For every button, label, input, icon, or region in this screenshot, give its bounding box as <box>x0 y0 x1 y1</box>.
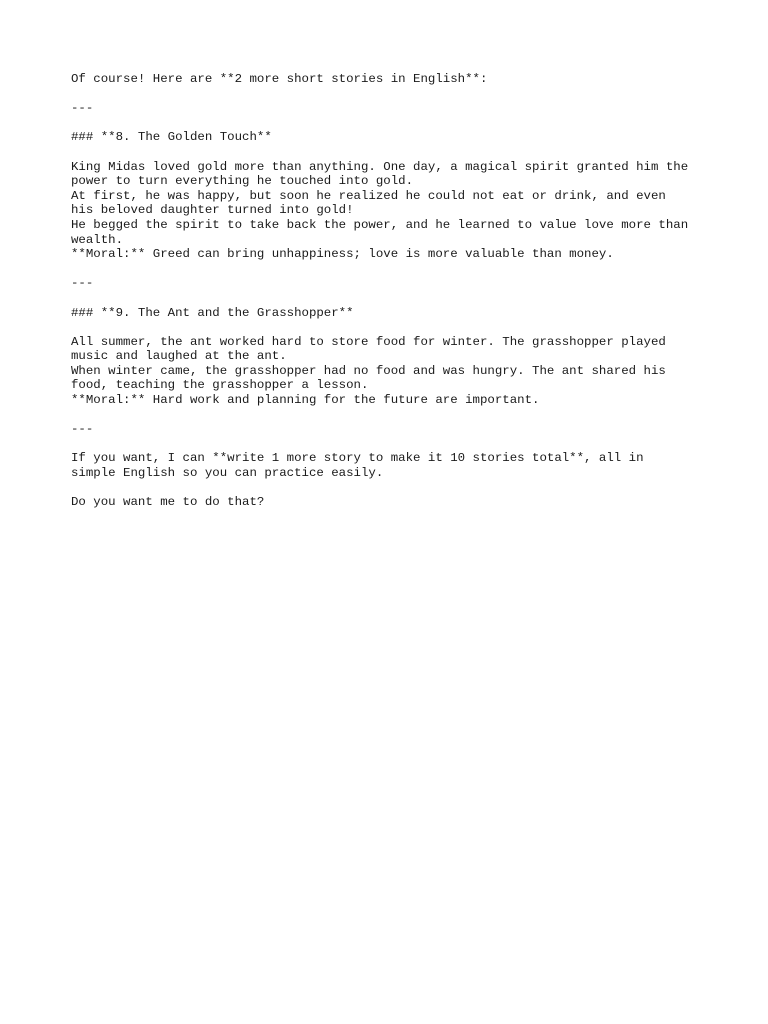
story-8-line: He begged the spirit to take back the power, and he learned to value love more than <box>71 217 689 232</box>
spacer <box>71 408 711 423</box>
story-8-moral: **Moral:** Greed can bring unhappiness; love is more valuable than money. <box>71 247 614 262</box>
intro-text: Of course! Here are **2 more short stories in English**: <box>71 72 488 86</box>
spacer <box>71 145 711 160</box>
spacer <box>71 481 711 496</box>
spacer <box>71 320 711 335</box>
separator: --- <box>71 422 94 437</box>
story-9-moral: **Moral:** Hard work and planning for the future are important. <box>71 393 540 408</box>
spacer <box>71 291 711 306</box>
offer-line: If you want, I can **write 1 more story to make it 10 stories total**, all in <box>71 451 644 466</box>
spacer <box>71 87 711 102</box>
story-8-line: wealth. <box>71 232 124 247</box>
separator: --- <box>71 101 94 116</box>
story-8-line: his beloved daughter turned into gold! <box>71 203 354 218</box>
story-9-heading: ### **9. The Ant and the Grasshopper** <box>71 305 354 320</box>
story-8-heading: ### **8. The Golden Touch** <box>71 130 272 145</box>
story-9-line: When winter came, the grasshopper had no food and was hungry. The ant shared his <box>71 363 666 378</box>
closing-question: Do you want me to do that? <box>71 495 265 510</box>
story-9-line: food, teaching the grasshopper a lesson. <box>71 378 369 393</box>
separator: --- <box>71 276 94 291</box>
story-8-line: At first, he was happy, but soon he realized he could not eat or drink, and even <box>71 188 666 203</box>
spacer <box>71 116 711 131</box>
spacer <box>71 262 711 277</box>
document-body <box>71 72 711 510</box>
offer-line: simple English so you can practice easily. <box>71 466 384 481</box>
spacer <box>71 437 711 452</box>
story-9-line: music and laughed at the ant. <box>71 349 287 364</box>
story-8-line: King Midas loved gold more than anything. One day, a magical spirit granted him the <box>71 159 689 174</box>
story-8-line: power to turn everything he touched into gold. <box>71 174 414 189</box>
story-9-line: All summer, the ant worked hard to store food for winter. The grasshopper played <box>71 334 666 349</box>
